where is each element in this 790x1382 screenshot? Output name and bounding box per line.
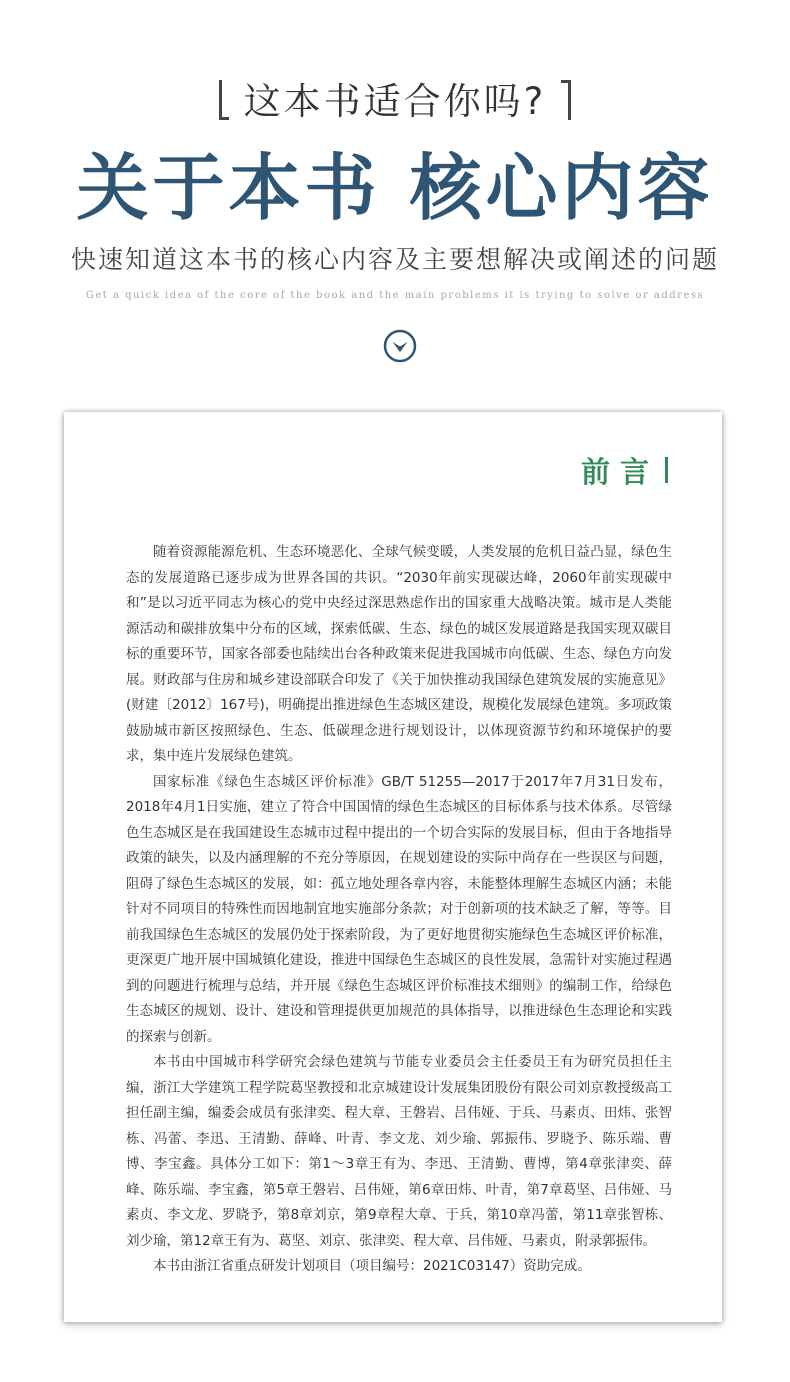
heading-bar-decoration bbox=[665, 457, 668, 483]
preface-card bbox=[64, 412, 722, 1322]
right-bracket-decoration bbox=[556, 80, 571, 120]
preface-paragraph: 国家标准《绿色生态城区评价标准》GB/T 51255—2017于2017年7月31日发布，2018年4月1日实施，建立了符合中国国情的绿色生态城区的目标体系与技术体系。尽管绿色生态城区是在我国建设生态城市过程中提出的一个切合实际的发展目标，但由于各地指导政策的缺失，以及内涵理解的不充分等原因，在规划建设的实际中尚存在一些误区与问题，阻碍了绿色生态城区的发展，如：孤立地处理各章内容，未能整体理解生态城区内涵；未能针对不同项目的特殊性而因地制宜地实施部分条款；对于创新项的技术缺乏了解，等等。目前我国绿色生态城区的发展仍处于探索阶段，为了更好地贯彻实施绿色生态城区评价标准，更深更广地开展中国城镇化建设，推进中国绿色生态城区的良性发展，急需针对实施过程遇到的问题进行梳理与总结，并开展《绿色生态城区评价标准技术细则》的编制工作，给绿色生态城区的规划、设计、建设和管理提供更加规范的具体指导，以推进绿色生态理论和实践的探索与创新。 bbox=[126, 773, 672, 1045]
question-text: 这本书适合你吗? bbox=[243, 80, 547, 123]
preface-heading-text: 前言 bbox=[580, 454, 659, 489]
page-subtitle: 快速知道这本书的核心内容及主要想解决或阐述的问题 bbox=[70, 245, 719, 274]
preface-paragraph: 本书由中国城市科学研究会绿色建筑与节能专业委员会主任委员王有为研究员担任主编，浙江大学建筑工程学院葛坚教授和北京城建设计发展集团股份有限公司刘京教授级高工担任副主编，编委会成员有张津奕、程大章、王磐岩、吕伟娅、于兵、马素贞、田炜、张智栋、冯蕾、李迅、王清勤、薛峰、叶青、李文龙、刘少瑜、郭振伟、罗晓予、陈乐端、曹博、李宝鑫。具体分工如下：第1～3章王有为、李迅、王清勤、曹博，第4章张津奕、薛峰、陈乐端、李宝鑫，第5章王磐岩、吕伟娅，第6章田炜、叶青，第7章葛坚、吕伟娅、马素贞、李文龙、罗晓予，第8章刘京，第9章程大章、于兵，第10章冯蕾，第11章张智栋、刘少瑜，第12章王有为、葛坚、刘京、张津奕、程大章、吕伟娅、马素贞，附录郭振伟。 bbox=[126, 1054, 672, 1249]
question-heading bbox=[0, 76, 790, 128]
preface-body bbox=[126, 540, 672, 1280]
preface-paragraph: 随着资源能源危机、生态环境恶化、全球气候变暖，人类发展的危机日益凸显，绿色生态的发展道路已逐步成为世界各国的共识。“2030年前实现碳达峰，2060年前实现碳中和”是以习近平同志为核心的党中央经过深思熟虑作出的国家重大战略决策。城市是人类能源活动和碳排放集中分布的区域，探索低碳、生态、绿色的城区发展道路是我国实现双碳目标的重要环节，国家各部委也陆续出台各种政策来促进我国城市向低碳、生态、绿色方向发展。财政部与住房和城乡建设部联合印发了《关于加快推动我国绿色建筑发展的实施意见》(财建〔2012〕167号)，明确提出推进绿色生态城区建设，规模化发展绿色建筑。多项政策鼓励城市新区按照绿色、生态、低碳理念进行规划设计，以体现资源节约和环境保护的要求，集中连片发展绿色建筑。 bbox=[126, 544, 672, 764]
english-subtitle: Get a quick idea of the core of the book and the main problems it is trying to solve or address bbox=[85, 290, 705, 301]
left-bracket-decoration bbox=[219, 80, 234, 120]
chevron-down-circle-icon bbox=[383, 329, 417, 363]
preface-paragraph: 本书由浙江省重点研发计划项目（项目编号：2021C03147）资助完成。 bbox=[153, 1258, 591, 1274]
preface-heading bbox=[581, 450, 668, 490]
page-title: 关于本书 核心内容 bbox=[76, 145, 714, 230]
